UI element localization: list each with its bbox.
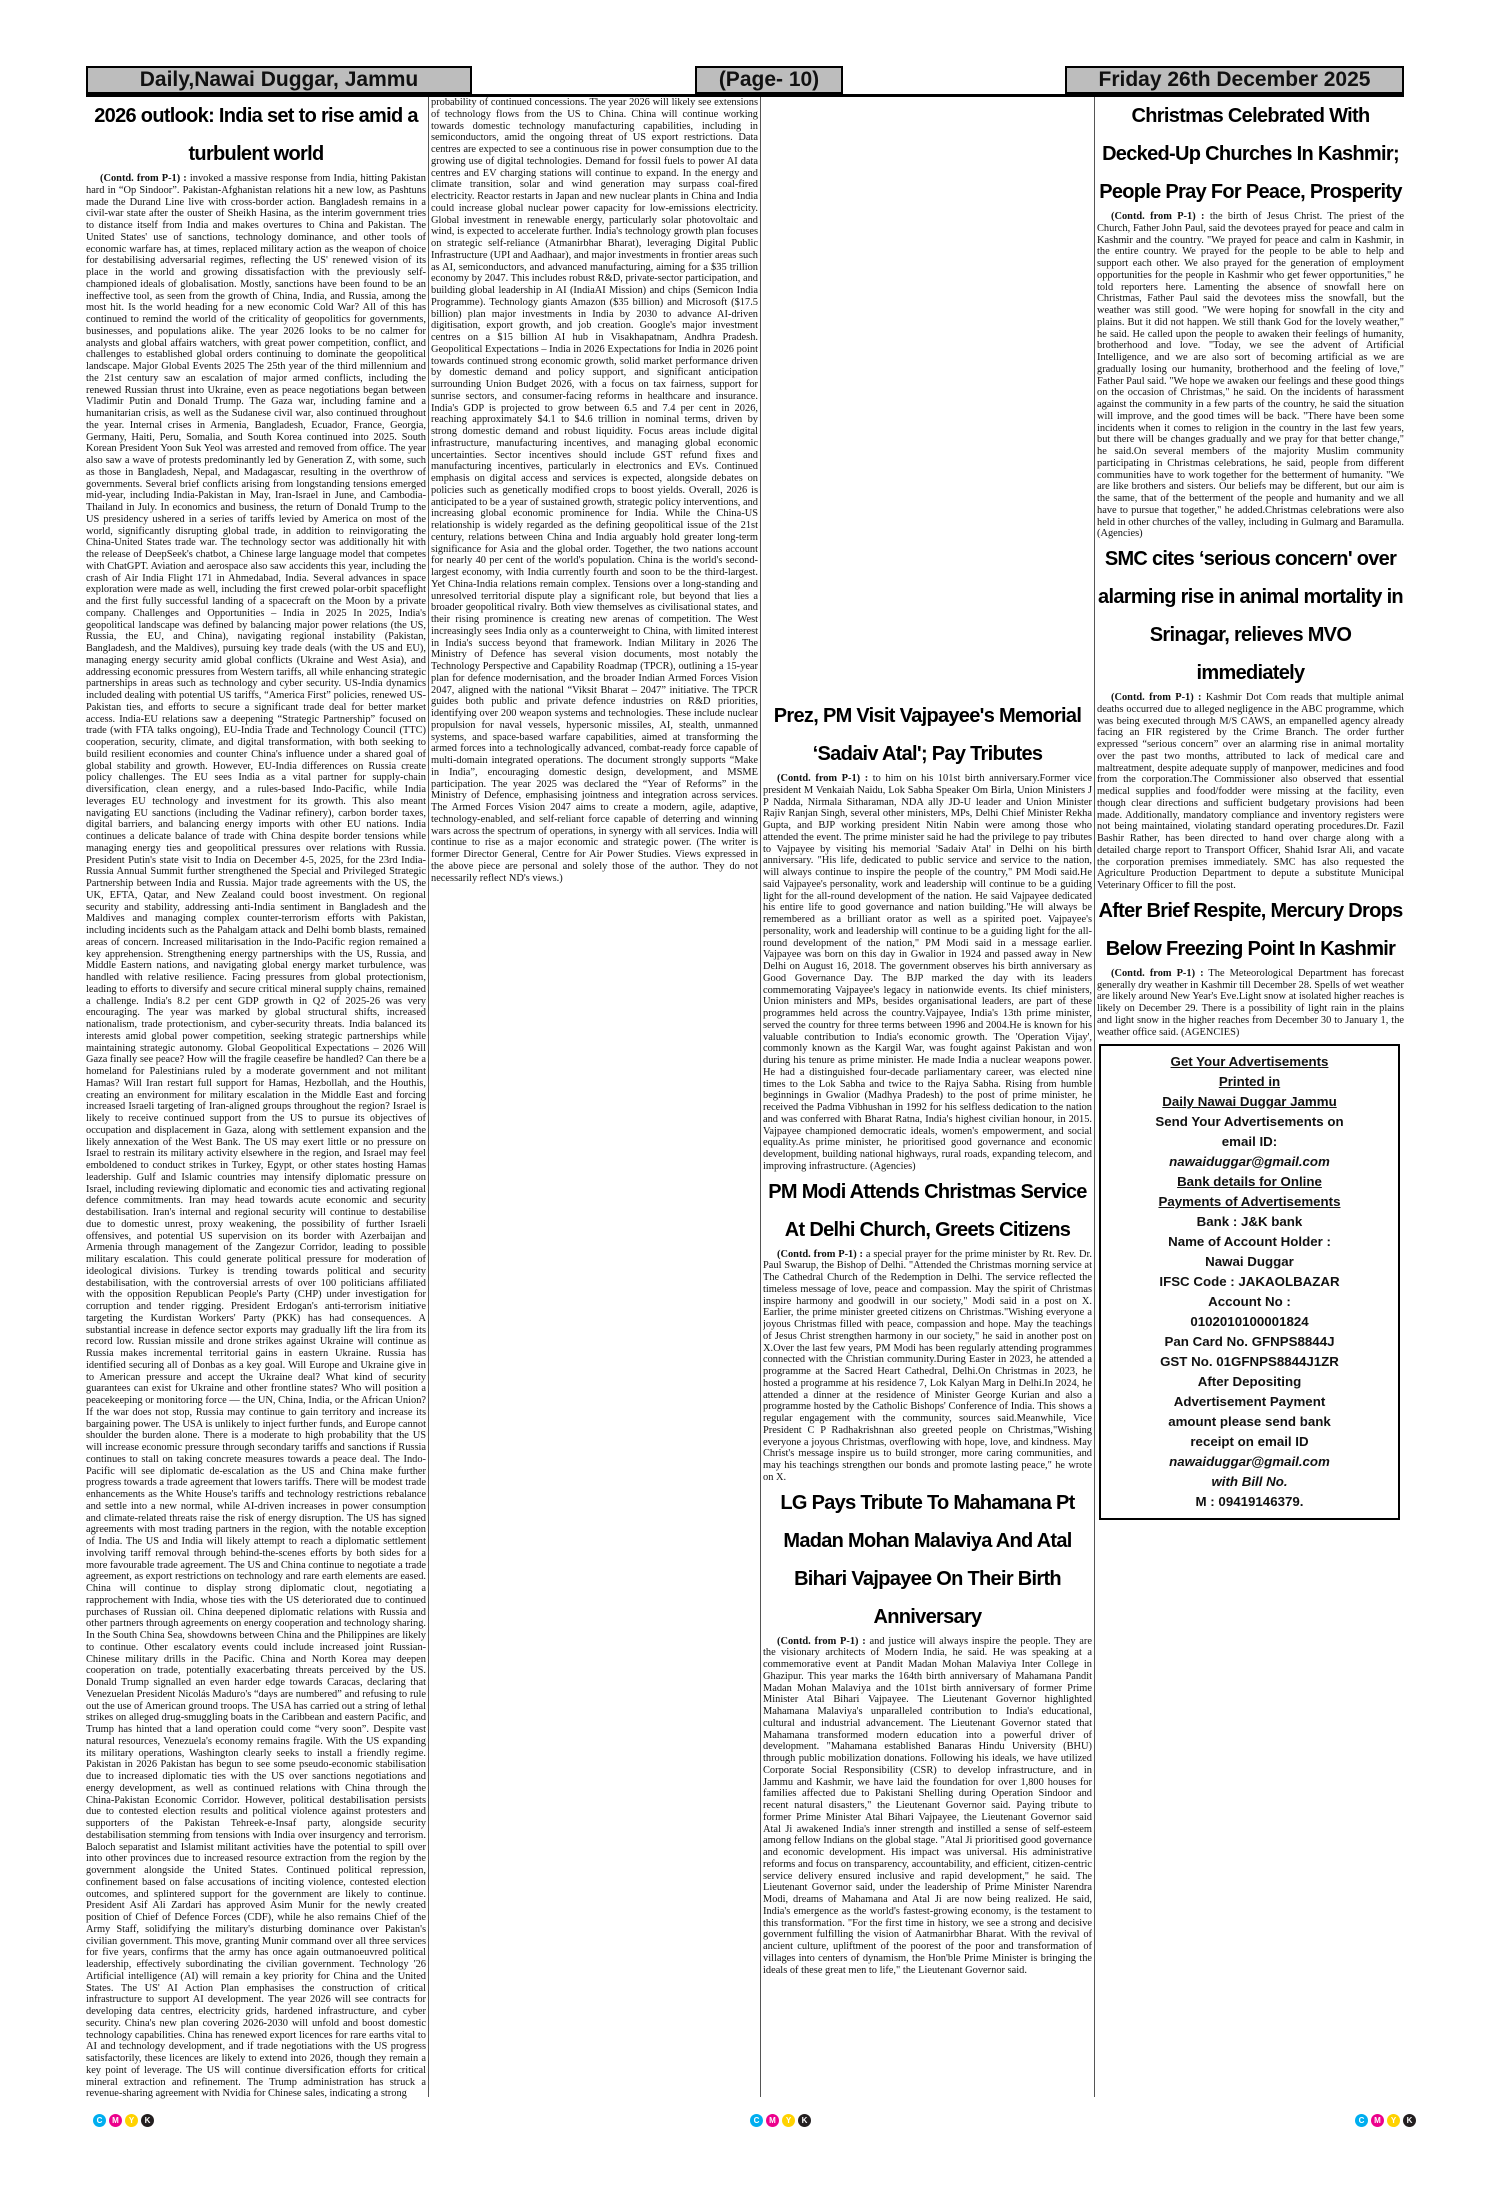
ad-email: nawaiduggar@gmail.com bbox=[1169, 1454, 1330, 1470]
vajpayee-body: (Contd. from P-1) : to him on his 101st birth anniversary.Former vice president M Venkaiah Naidu, Lok Sabha Speaker Om Birla, Union Ministers J P Nadda, Nirmala Sitharaman, NDA ally JD-U leader and Union Minister Rajiv Ranjan Singh, several other ministers, MPs, Delhi Chief Minister Rekha Gupta, and BJP working president Nitin Nabin were among those who attended the event. The prime minister said he had the privilege to pay tributes to Vajpayee by visiting his memorial 'Sadaiv Atal' in Delhi on his birth anniversary. "His life, dedicated to public service and service to the nation, will always continue to inspire the people of the country," PM Modi said.He said Vajpayee's personality, work and leadership will continue to be a guiding light for the all-round development of the nation. He said Vajpayee dedicated his entire life to good governance and nation building."He will always be remembered as a brilliant orator as well as a spirited poet. Vajpayee's personality, work and leadership will continue to be a guiding light for the all-round development of the nation," PM Modi said in a message earlier. Vajpayee was born on this day in Gwalior in 1924 and passed away in New Delhi on August 16, 2018. The government observes his birth anniversary as Good Governance Day. The BJP marked the day with its leaders commemorating Vajpayee's legacy in nationwide events. Its chief ministers, Union ministers and MPs, besides organisational leaders, are part of these programmes held across the country.Vajpayee, India's 13th prime minister, served the country for three terms between 1996 and 2004.He is known for his valuable contribution to India's economic growth. The 'Operation Vijay', commonly known as the Kargil War, was fought against Pakistan and won during his tenure as prime minister. He made India a nuclear weapons power. He had a distinguished four-decade parliamentary career, was elected nine times to the Lok Sabha and twice to the Rajya Sabha. Rising from humble beginnings in Gwalior (Madhya Pradesh) to the post of prime minister, he received the Padma Vibhushan in 1992 for his selfless dedication to the nation and was conferred with Bharat Ratna, India's highest civilian honour, in 2015. Vajpayee championed democratic ideals, women's empowerment, and social equality.As prime minister, he prioritised good governance and economic development, building national highways, rural roads, expanding telecom, and improving infrastructure. (Agencies) bbox=[763, 773, 1092, 1172]
registration-dot: C bbox=[93, 2114, 106, 2127]
ad-line: IFSC Code : JAKAOLBAZAR bbox=[1159, 1274, 1340, 1290]
ad-line: with Bill No. bbox=[1211, 1474, 1288, 1490]
ad-line: receipt on email ID bbox=[1190, 1434, 1309, 1450]
column-1 bbox=[86, 97, 426, 2109]
ad-line: After Depositing bbox=[1197, 1374, 1302, 1390]
ad-line: 0102010100001824 bbox=[1190, 1314, 1309, 1330]
ad-line: Bank details for Online bbox=[1177, 1174, 1322, 1190]
registration-marks bbox=[750, 2114, 811, 2127]
malaviya-body: (Contd. from P-1) : and justice will always inspire the people. They are the visionary architects of Modern India, he said. He was speaking at a commemorative event at Pandit Madan Mohan Malaviya Inter College in Ghazipur. This year marks the 164th birth anniversary of Mahamana Pandit Madan Mohan Malaviya and the 101st birth anniversary of former Prime Minister Atal Bihari Vajpayee. The Lieutenant Governor highlighted Mahamana Malaviya's unparalleled contribution to India's educational, cultural and industrial advancement. The Lieutenant Governor stated that Mahamana transformed modern education into a powerful driver of development. "Mahamana established Banaras Hindu University (BHU) through public mobilization donations. Following his ideals, we have utilized Corporate Social Responsibility (CSR) to develop infrastructure, and in Jammu and Kashmir, we have laid the foundation for over 1,800 houses for families affected due to Pakistani Shelling during Operation Sindoor and recent natural disasters," the Lieutenant Governor said. Paying tribute to former Prime Minister Atal Bihari Vajpayee, the Lieutenant Governor said Atal Ji awakened India's inner strength and instilled a sense of self-esteem among fellow Indians on the global stage. "Atal Ji prioritised good governance and economic development. His impact was universal. His administrative reforms and focus on transparency, accountability, and efficient, citizen-centric service delivery ensured inclusive and rapid development," he said. The Lieutenant Governor said, under the leadership of Prime Minister Narendra Modi, dreams of Mahamana and Atal Ji are now being realized. He said, India's emergence as the world's fastest-growing economy, is the testament to this transformation. "For the first time in history, we see a strong and decisive government fulfilling the vision of Aatmanirbhar Bharat. With the revival of ancient culture, upliftment of the poorest of the poor and transformation of villages into centers of dynamism, the Hon'ble Prime Minister is bringing the ideals of these great men to life," the Lieutenant Governor said. bbox=[763, 1635, 1092, 1976]
ad-line: Pan Card No. GFNPS8844J bbox=[1164, 1334, 1335, 1350]
column-3 bbox=[763, 97, 1092, 2109]
outlook-body: (Contd. from P-1) : invoked a massive response from India, hitting Pakistan hard in “Op Sindoor”. Pakistan-Afghanistan relations hit a new low, as Pashtuns made the Durand Line live with cross-border action. Bangladesh remains in a civil-war state after the ouster of Sheikh Hasina, as the interim government tries to distance itself from India and makes overtures to China and Pakistan. The United States' use of sanctions, technology dominance, and other tools of economic warfare has, at times, replaced military action as the weapon of choice for destabilising adversarial regimes, reflecting the US' renewed vision of its place in the world and growing dissatisfaction with the previously self-championed ideals of globalisation. Mostly, sanctions have been found to be an ineffective tool, as seen from the growth of China, India, and Russia, among the most hit. Is the world heading for a new economic Cold War? All of this has continued to remind the world of the criticality of geopolitics for governments, businesses, and populations alike. The year 2026 looks to be no calmer for analysts and global affairs watchers, with great power competition, conflict, and challenges to established global orders continuing to dominate the geopolitical landscape. Major Global Events 2025 The 25th year of the third millennium and the 21st century saw an escalation of major armed conflicts, including the renewed Russian thrust into Ukraine, even as peace negotiations began between Vladimir Putin and Donald Trump. The Gaza war, including famine and a humanitarian crisis, as well as the Sudanese civil war, also continued throughout the year. Internal crises in Armenia, Bangladesh, Ecuador, France, Georgia, Germany, Haiti, Peru, Somalia, and South Korea continued into 2025. South Korean President Yoon Suk Yeol was arrested and removed from office. The year also saw a wave of protests predominantly led by Generation Z, with some, such as those in Bangladesh, Nepal, and Madagascar, resulting in the overthrow of governments. Several brief conflicts arising from longstanding tensions emerged mid-year, including India-Pakistan in May, Iran-Israel in June, and Cambodia-Thailand in July. In economics and business, the return of Donald Trump to the US presidency ushered in a series of tariffs levied by America on most of the world, significantly disrupting global trade, in addition to reinvigorating the China-United States trade war. The technology sector was additionally hit with the release of DeepSeek's chatbot, a Chinese large language model that competes with ChatGPT. Aviation and aerospace also saw accidents this year, including the crash of Air India Flight 171 in Ahmedabad, India. Several advances in space exploration were made as well, including the first crewed polar-orbit spaceflight and the first fully successful landing of a spacecraft on the Moon by a private company. Challenges and Opportunities – India in 2025 In 2025, India's geopolitical landscape was defined by balancing major power relations (the US, Russia, the EU, and China), navigating regional instability (Pakistan, Bangladesh, and the Maldives), pursuing key trade deals (with the US and EU), managing energy security amid global conflicts (Ukraine and West Asia), and addressing economic pressures from Western tariffs, all while enhancing strategic partnerships in areas such as technology and cyber security. US-India dynamics included dealing with potential US tariffs, “America First” policies, renewed US-Pakistan ties, and efforts to secure a significant trade deal for better market access. India-EU relations saw a deepening “Strategic Partnership” focused on trade (with FTA talks ongoing), EU-India Trade and Technology Council (TTC) cooperation, security, climate, and digital transformation, with both seeking to build resilient economies and counter China's influence under a shared goal of global stability and growth. However, EU-India differences on Russia create policy challenges. The EU sees India as a vital partner for supply-chain diversification, clean energy, and a rules-based Indo-Pacific, while India leverages EU technology and investment for its growth. This also meant navigating EU sanctions (including the Vadinar refinery), carbon border taxes, digital barriers, and balancing energy imports with other EU nations. India continues a delicate balance of trade with China despite border tensions while managing energy ties and geopolitical pressures over relations with Russia. President Putin's state visit to India on December 4-5, 2025, for the 23rd India-Russia Annual Summit further strengthened the Special and Privileged Strategic Partnership between India and Russia. Major trade agreements with the US, the UK, EFTA, Qatar, and New Zealand could boost investment. On regional security and stability, addressing anti-India sentiment in Bangladesh and the Maldives and managing complex counter-terrorism efforts with Pakistan, including incidents such as the Pahalgam attack and Delhi bomb blasts, remained areas of concern. Increased militarisation in the Indo-Pacific region remained a key apprehension. Strengthening energy partnerships with the US, Russia, and Middle Eastern nations, and navigating global energy market turbulence, was handled with relative resilience. Facing pressures from global protectionism, leading to efforts to diversify and secure critical mineral supply chains, remained a challenge. India's 8.2 per cent GDP growth in Q2 of 2025-26 was very encouraging. The year was marked by global structural shifts, increased nationalism, trade protectionism, and cyber-security threats. India balanced its interests amid global power competition, seeking strategic partnerships while maintaining strategic autonomy. Global Geopolitical Expectations – 2026 Will Gaza finally see peace? How will the fragile ceasefire be handled? Can there be a homeland for Palestinians ruled by a moderate government and not militant Hamas? Will Iran restart full support for Hamas, Hezbollah, and the Houthis, creating an environment for military escalation in the Middle East and forcing increased Israeli targeting of Iran-aligned groups throughout the region? Israel is likely to receive continued support from the US to pursue its objectives of occupation and displacement in Gaza, along with settlement expansion and the likely annexation of the West Bank. The US may exert little or no pressure on Israel to restrain its military activity elsewhere in the region, and Israel may feel emboldened to conduct strikes in Turkey, Egypt, or other states hosting Hamas leadership. Gulf and Islamic countries may intensify diplomatic pressure on Israel, including reviewing diplomatic and economic ties and activating regional defence commitments. Iran may head towards acute economic and security destabilisation. Iran's internal and regional security will continue to destabilise due to domestic unrest, proxy weakening, the possibility of further Israeli offensives, and potential US supervision on its border with Azerbaijan and Armenia through management of the Zangezur Corridor, leading to possible military escalation. This could generate political pressure for moderation of ideological divisions. Turkey is trending towards political and security destabilisation, with the controversial arrests of over 100 politicians affiliated with the opposition Republican People's Party (CHP) under investigation for corruption and tender rigging. President Erdogan's anti-terrorism initiative targeting the Kurdistan Workers' Party (PKK) has had consequences. A substantial increase in defence sector exports may gradually lift the lira from its record low. Russian missile and drone strikes against Ukraine will continue as Russia makes incremental territorial gains in eastern Ukraine. Russia has identified securing all of Donbas as a key goal. Will Europe and Ukraine give in to American pressure and accept the Ukraine deal? What kind of security guarantees can exist for Ukraine and other frontline states? Who will position a peacekeeping or monitoring force — the UN, China, India, or the African Union? If the war does not stop, Russia may continue to gain territory and increase its bargaining power. The USA is unlikely to inject further funds, and Europe cannot shoulder the burden alone. There is a moderate to high probability that the US will increase economic pressure through secondary tariffs and sanctions if Russia continues to stall on taking concrete measures towards a peace deal. The Indo-Pacific will see diplomatic de-escalation as the US and China make further progress towards a trade agreement that lowers tariffs. There will be modest trade enhancements as the White House's tariffs and technology restrictions rebalance and settle into a new normal, while AI-driven increases in power consumption and climate-related threats raise the risk of energy disruption. The US has signed agreements with most trading partners in the region, with the notable exception of India. The US and India will likely attempt to reach a diplomatic settlement involving tariff removal through behind-the-scenes efforts by both sides for a more favourable trade agreement. The US and China continue to negotiate a trade agreement, as export restrictions on technology and rare earth elements are eased. China will continue to display strong diplomatic clout, negotiating a rapprochement with India, whose ties with the US deteriorated due to continued purchases of Russian oil. China deepened diplomatic relations with Russia and other partners through agreements on energy cooperation and technology sharing. In the South China Sea, showdowns between China and the Philippines are likely to continue. Other escalatory events could include increased joint Russian-Chinese military drills in the Pacific. China and North Korea may deepen cooperation on trade, potentially exacerbating threats perceived by the US. Donald Trump signalled an even harder edge towards Caracas, declaring that Venezuelan President Nicolás Maduro's “days are numbered” and refusing to rule out the use of American ground troops. The USA has carried out a string of lethal strikes on alleged drug-smuggling boats in the Caribbean and eastern Pacific, and Trump has hinted that a land operation could come “very soon”. Despite vast natural resources, Venezuela's economy remains fragile. With the US expanding its military operations, Washington clearly seeks to install a friendly regime. Pakistan in 2026 Pakistan has begun to see some pseudo-economic stabilisation due to increased diplomatic ties with the US over sanctions negotiations and energy development, as well as continued relations with China through the China-Pakistan Economic Corridor. However, political destabilisation persists due to contested election results and political violence against protesters and supporters of the Pakistan Tehreek-e-Insaf party, alongside security destabilisation stemming from tensions with India over insurgency and terrorism. Baloch separatist and Islamist militant activities have the potential to spill over into other provinces due to increased resource extraction from the region by the government alongside the United States. Continued political repression, confinement based on false accusations of inciting violence, contested election outcomes, and splintered support for the government are likely to continue. President Asif Ali Zardari has approved Asim Munir for the newly created position of Chief of Defence Forces (CDF), while he also remains Chief of the Army Staff, solidifying the military's disturbing dominance over Pakistan's civilian government. This move, granting Munir command over all three services for five years, confirms that the army has once again outmanoeuvred political leadership, effectively subordinating the civilian government. Technology '26 Artificial intelligence (AI) will remain a key priority for China and the United States. The US' AI Action Plan emphasises the construction of critical infrastructure to support AI development. The year 2026 will see contracts for developing data centres, electricity grids, hardened infrastructure, and cyber security. China's new plan covering 2026-2030 will unfold and boost domestic technology capabilities. China has renewed export licences for rare earths vital to AI and technology development, and if trade negotiations with the US progress satisfactorily, these licences are likely to extend into 2026, though they remain a key point of leverage. The US will continue diversification efforts for critical mineral extraction and refinement. The Trump administration has struck a revenue-sharing agreement with Nvidia for Chinese sales, indicating a strong bbox=[86, 173, 426, 2100]
masthead-page-number: (Page- 10) bbox=[695, 66, 843, 94]
ad-line: email ID: bbox=[1221, 1134, 1278, 1150]
ad-line: Advertisement Payment bbox=[1173, 1394, 1326, 1410]
registration-dot: C bbox=[750, 2114, 763, 2127]
mercury-headline: After Brief Respite, Mercury Drops Below Freezing Point In Kashmir bbox=[1098, 899, 1403, 960]
malaviya-headline: LG Pays Tribute To Mahamana Pt Madan Mohan Malaviya And Atal Bihari Vajpayee On Their Birth Anniversary bbox=[780, 1491, 1075, 1628]
modi-christmas-body: (Contd. from P-1) : a special prayer for the prime minister by Rt. Rev. Dr. Paul Swarup, the Bishop of Delhi. "Attended the Christmas morning service at The Cathedral Church of the Redemption in Delhi. The service reflected the timeless message of love, peace and compassion. May the spirit of Christmas inspire harmony and goodwill in our society," Modi said in a post on X. Earlier, the prime minister greeted citizens on Christmas."Wishing everyone a joyous Christmas filled with peace, compassion and hope. May the teachings of Jesus Christ strengthen harmony in our society," he said in another post on X.Over the last few years, PM Modi has been regularly attending programmes connected with the Christian community.During Easter in 2023, he attended a programme at the Sacred Heart Cathedral, Delhi.On Christmas in 2023, he hosted a programme at his residence 7, Lok Kalyan Marg in Delhi.In 2024, he attended a dinner at the residence of Minister George Kurian and also a programme hosted by the Catholic Bishops' Conference of India. This shows a regular engagement with the community, sources said.Meanwhile, Vice President C P Radhakrishnan also greeted people on Christmas,"Wishing everyone a joyous Christmas, overflowing with hope, love, and kindness. May Christ's message inspire us to build stronger, more caring communities, and may his teachings strengthen our bonds and promote lasting peace," he wrote on X. bbox=[763, 1248, 1092, 1483]
kashmir-christmas-body: (Contd. from P-1) : the birth of Jesus Christ. The priest of the Church, Father John Paul, said the devotees prayed for peace and calm in Kashmir and the country. "We prayed for peace and calm in Kashmir, in the entire country. We prayed for the people to be able to help and support each other. We also prayed for the generation of employment opportunities for the people in Kashmir who get fewer opportunities," he told reporters here. Lamenting the absence of snowfall here on Christmas, Father Paul said the devotees miss the snowfall, but the weather was still good. "We were hoping for snowfall in the city and plains. But it did not happen. We still thank God for the lovely weather," he said. He called upon the people to awaken their feelings of humanity, brotherhood and love. "Today, we see the advent of Artificial Intelligence, and we are also sort of becoming artificial as we are gradually losing our humanity, brotherhood and the feeling of love," Father Paul said. "We hope we awaken our feelings and these good things on the occasion of Christmas," he said. On the incidents of harassment against the community in a few parts of the country, he said the situation will improve, and the good times will be back. "There have been some incidents when it comes to religion in the country in the last few years, but there will be changes gradually and we pray for that better change," he said.On several members of the majority Muslim community participating in Christmas celebrations, he said, people from different communities have to work together for the betterment of humanity. "We are like brothers and sisters. Our beliefs may be different, but our aim is the same, that of the betterment of the people and humanity and we all have to pursue that together," he added.Christmas celebrations were also held in other churches of the valley, including in Gulmarg and Baramulla. (Agencies) bbox=[1097, 211, 1404, 540]
smc-body: (Contd. from P-1) : Kashmir Dot Com reads that multiple animal deaths occurred due to alleged negligence in the ABC programme, which was being executed through M/S CAWS, an empanelled agency already facing an FIR registered by the Crime Branch. The order further expressed “serious concern” over an alarming rise in animal mortality over the past two months, attributed to lack of medical care and maltreatment, despite adequate supply of manpower, medicines and food from the corporation.The Commissioner also observed that essential medical supplies and food/fodder were missing at the facility, even though clear directions and sufficient budgetary provisions had been made. Additionally, mandatory compliance and inventory registers were not being maintained, violating standard operating procedures.Dr. Fazil Bashir Rather, has been directed to hand over charge along with a detailed charge report to Transport Officer, Shahid Israr Ali, and vacate the corporation premises immediately. SMC has also requested the Agriculture Production Department to depute a substitute Municipal Veterinary Officer to fill the post. bbox=[1097, 692, 1404, 891]
registration-marks bbox=[93, 2114, 154, 2127]
registration-dot: C bbox=[1355, 2114, 1368, 2127]
ad-phone: M : 09419146379. bbox=[1195, 1494, 1304, 1510]
registration-dot: M bbox=[109, 2114, 122, 2127]
registration-dot: M bbox=[766, 2114, 779, 2127]
ad-line: Send Your Advertisements on bbox=[1155, 1114, 1344, 1130]
column-divider bbox=[1094, 97, 1095, 2097]
ad-line: Account No : bbox=[1208, 1294, 1291, 1310]
mercury-body: (Contd. from P-1) : The Meteorological Department has forecast generally dry weather in Kashmir till December 28. Spells of wet weather are likely around New Year's Eve.Light snow at isolated higher reaches is likely on December 29. There is a possibility of light rain in the plains and light snow in the higher reaches from December 30 to January 1, the weather office said. (AGENCIES) bbox=[1097, 967, 1404, 1038]
registration-dot: Y bbox=[1387, 2114, 1400, 2127]
masthead-date: Friday 26th December 2025 bbox=[1065, 66, 1404, 94]
registration-dot: K bbox=[141, 2114, 154, 2127]
outlook-headline: 2026 outlook: India set to rise amid a turbulent world bbox=[94, 105, 418, 165]
smc-headline: SMC cites ‘serious concern' over alarming rise in animal mortality in Srinagar, relieves MVO immediately bbox=[1098, 548, 1403, 684]
column-divider bbox=[428, 97, 429, 2097]
ad-email: nawaiduggar@gmail.com bbox=[1169, 1154, 1330, 1170]
vajpayee-headline: Prez, PM Visit Vajpayee's Memorial ‘Sadaiv Atal'; Pay Tributes bbox=[773, 705, 1082, 765]
ad-line: Bank : J&K bank bbox=[1196, 1214, 1303, 1230]
registration-dot: M bbox=[1371, 2114, 1384, 2127]
outlook-body-end bbox=[763, 97, 1092, 697]
column-2 bbox=[431, 97, 758, 2109]
ad-line: amount please send bank bbox=[1168, 1414, 1331, 1430]
ad-line: Get Your Advertisements bbox=[1170, 1054, 1329, 1070]
ad-line: Nawai Duggar bbox=[1205, 1254, 1294, 1270]
registration-marks bbox=[1355, 2114, 1416, 2127]
registration-dot: Y bbox=[125, 2114, 138, 2127]
modi-christmas-headline: PM Modi Attends Christmas Service At Delhi Church, Greets Citizens bbox=[768, 1180, 1087, 1241]
outlook-body-continued: probability of continued concessions. The year 2026 will likely see extensions of technology flows from the US to China. China will continue working towards domestic technology manufacturing capabilities, including in semiconductors, amid the ongoing threat of US export restrictions. Data centres are expected to see a continuous rise in power consumption due to the growing use of digital technologies. Demand for fossil fuels to power AI data centres and EV charging stations will continue to expand. In the energy and climate transition, solar and wind generation may surpass coal-fired electricity. Reactor restarts in Japan and new nuclear plants in China and India could increase global nuclear power capacity for low-emissions electricity. Global investment in renewable energy, particularly solar photovoltaic and wind, is expected to accelerate further. India's technology growth plan focuses on strategic self-reliance (Atmanirbhar Bharat), leveraging Digital Public Infrastructure (UPI and Aadhaar), and major investments in frontier areas such as AI, semiconductors, and advanced manufacturing, aiming for a $35 trillion economy by 2047. This includes robust R&D, private-sector participation, and building global leadership in AI (IndiaAI Mission) and chips (Semicon India Programme). Technology giants Amazon ($35 billion) and Microsoft ($17.5 billion) plan major investments in India by 2030 to advance AI-driven digitisation, export growth, and job creation. Google's major investment centres on a $15 billion AI hub in Visakhapatnam, Andhra Pradesh. Geopolitical Expectations – India in 2026 Expectations for India in 2026 point towards continued strong economic growth, solid market performance driven by domestic demand and policy support, and significant anticipation surrounding Union Budget 2026, with a focus on tax fairness, support for sunrise sectors, and consumer-facing reforms in healthcare and insurance. India's GDP is projected to grow between 6.5 and 7.4 per cent in 2026, reaching approximately $4.1 to $4.6 trillion in nominal terms, driven by strong domestic demand and robust liquidity. Focus areas include digital infrastructure, manufacturing incentives, and managing global economic uncertainties. Sector incentives should include GST refund fixes and manufacturing incentives, particularly in electronics and EVs. Continued emphasis on digital access and services is expected, alongside debates on policies such as genetically modified crops to boost yields. Overall, 2026 is anticipated to be a year of sustained growth, strategic policy interventions, and increasing global economic prominence for India. While the China-US relationship is widely regarded as the defining geopolitical issue of the 21st century, relations between China and India arguably hold greater long-term significance for Asia and the global order. Together, the two nations account for nearly 40 per cent of the world's population. China is the world's second-largest economy, with India currently fourth and soon to be the third-largest. Yet China-India relations remain complex. Tensions over a long-standing and unresolved territorial dispute play a significant role, but beyond that lies a broader geopolitical rivalry. Both view themselves as civilisational states, and their rising prominence is creating new arenas of competition. The West increasingly sees India only as a counterweight to China, with limited interest in India's success beyond that framework. Indian Military in 2026 The Ministry of Defence has several vision documents, most notably the Technology Perspective and Capability Roadmap (TPCR), outlining a 15-year plan for defence modernisation, and the broader Indian Armed Forces Vision 2047, aligned with the national “Viksit Bharat – 2047” initiative. The TPCR guides both public and private defence industries on R&D priorities, identifying over 200 weapon systems and technologies. These include nuclear propulsion for naval vessels, hypersonic missiles, AI, stealth, unmanned systems, and space-based warfare capabilities, aimed at transforming the armed forces into a technologically advanced, combat-ready force capable of multi-domain integrated operations. The document strongly supports “Make in India”, encouraging domestic design, development, and MSME participation. The year 2025 was declared the “Year of Reforms” in the Ministry of Defence, emphasising jointness and integration across services. The Armed Forces Vision 2047 aims to create a modern, agile, adaptive, technology-enabled, and self-reliant force capable of deterring and winning wars across the spectrum of operations, in synergy with all services. India will continue to rise as a major economic and strategic power. (The writer is former Director General, Centre for Air Power Studies. Views expressed in the above piece are personal and solely those of the author. They do not necessarily reflect ND's views.) bbox=[431, 97, 758, 884]
ad-line: Name of Account Holder : bbox=[1168, 1234, 1331, 1250]
ad-line: GST No. 01GFNPS8844J1ZR bbox=[1160, 1354, 1339, 1370]
column-4 bbox=[1097, 97, 1404, 2109]
column-divider bbox=[760, 97, 761, 2097]
registration-dot: K bbox=[1403, 2114, 1416, 2127]
registration-dot: K bbox=[798, 2114, 811, 2127]
kashmir-christmas-headline: Christmas Celebrated With Decked-Up Churches In Kashmir; People Pray For Peace, Prosperity bbox=[1099, 105, 1402, 203]
ad-line: Printed in bbox=[1218, 1074, 1281, 1090]
ad-line: Payments of Advertisements bbox=[1158, 1194, 1341, 1210]
registration-dot: Y bbox=[782, 2114, 795, 2127]
masthead-paper-name: Daily,Nawai Duggar, Jammu bbox=[86, 66, 472, 94]
advertisement-box bbox=[1099, 1044, 1400, 1520]
ad-line: Daily Nawai Duggar Jammu bbox=[1162, 1094, 1337, 1110]
